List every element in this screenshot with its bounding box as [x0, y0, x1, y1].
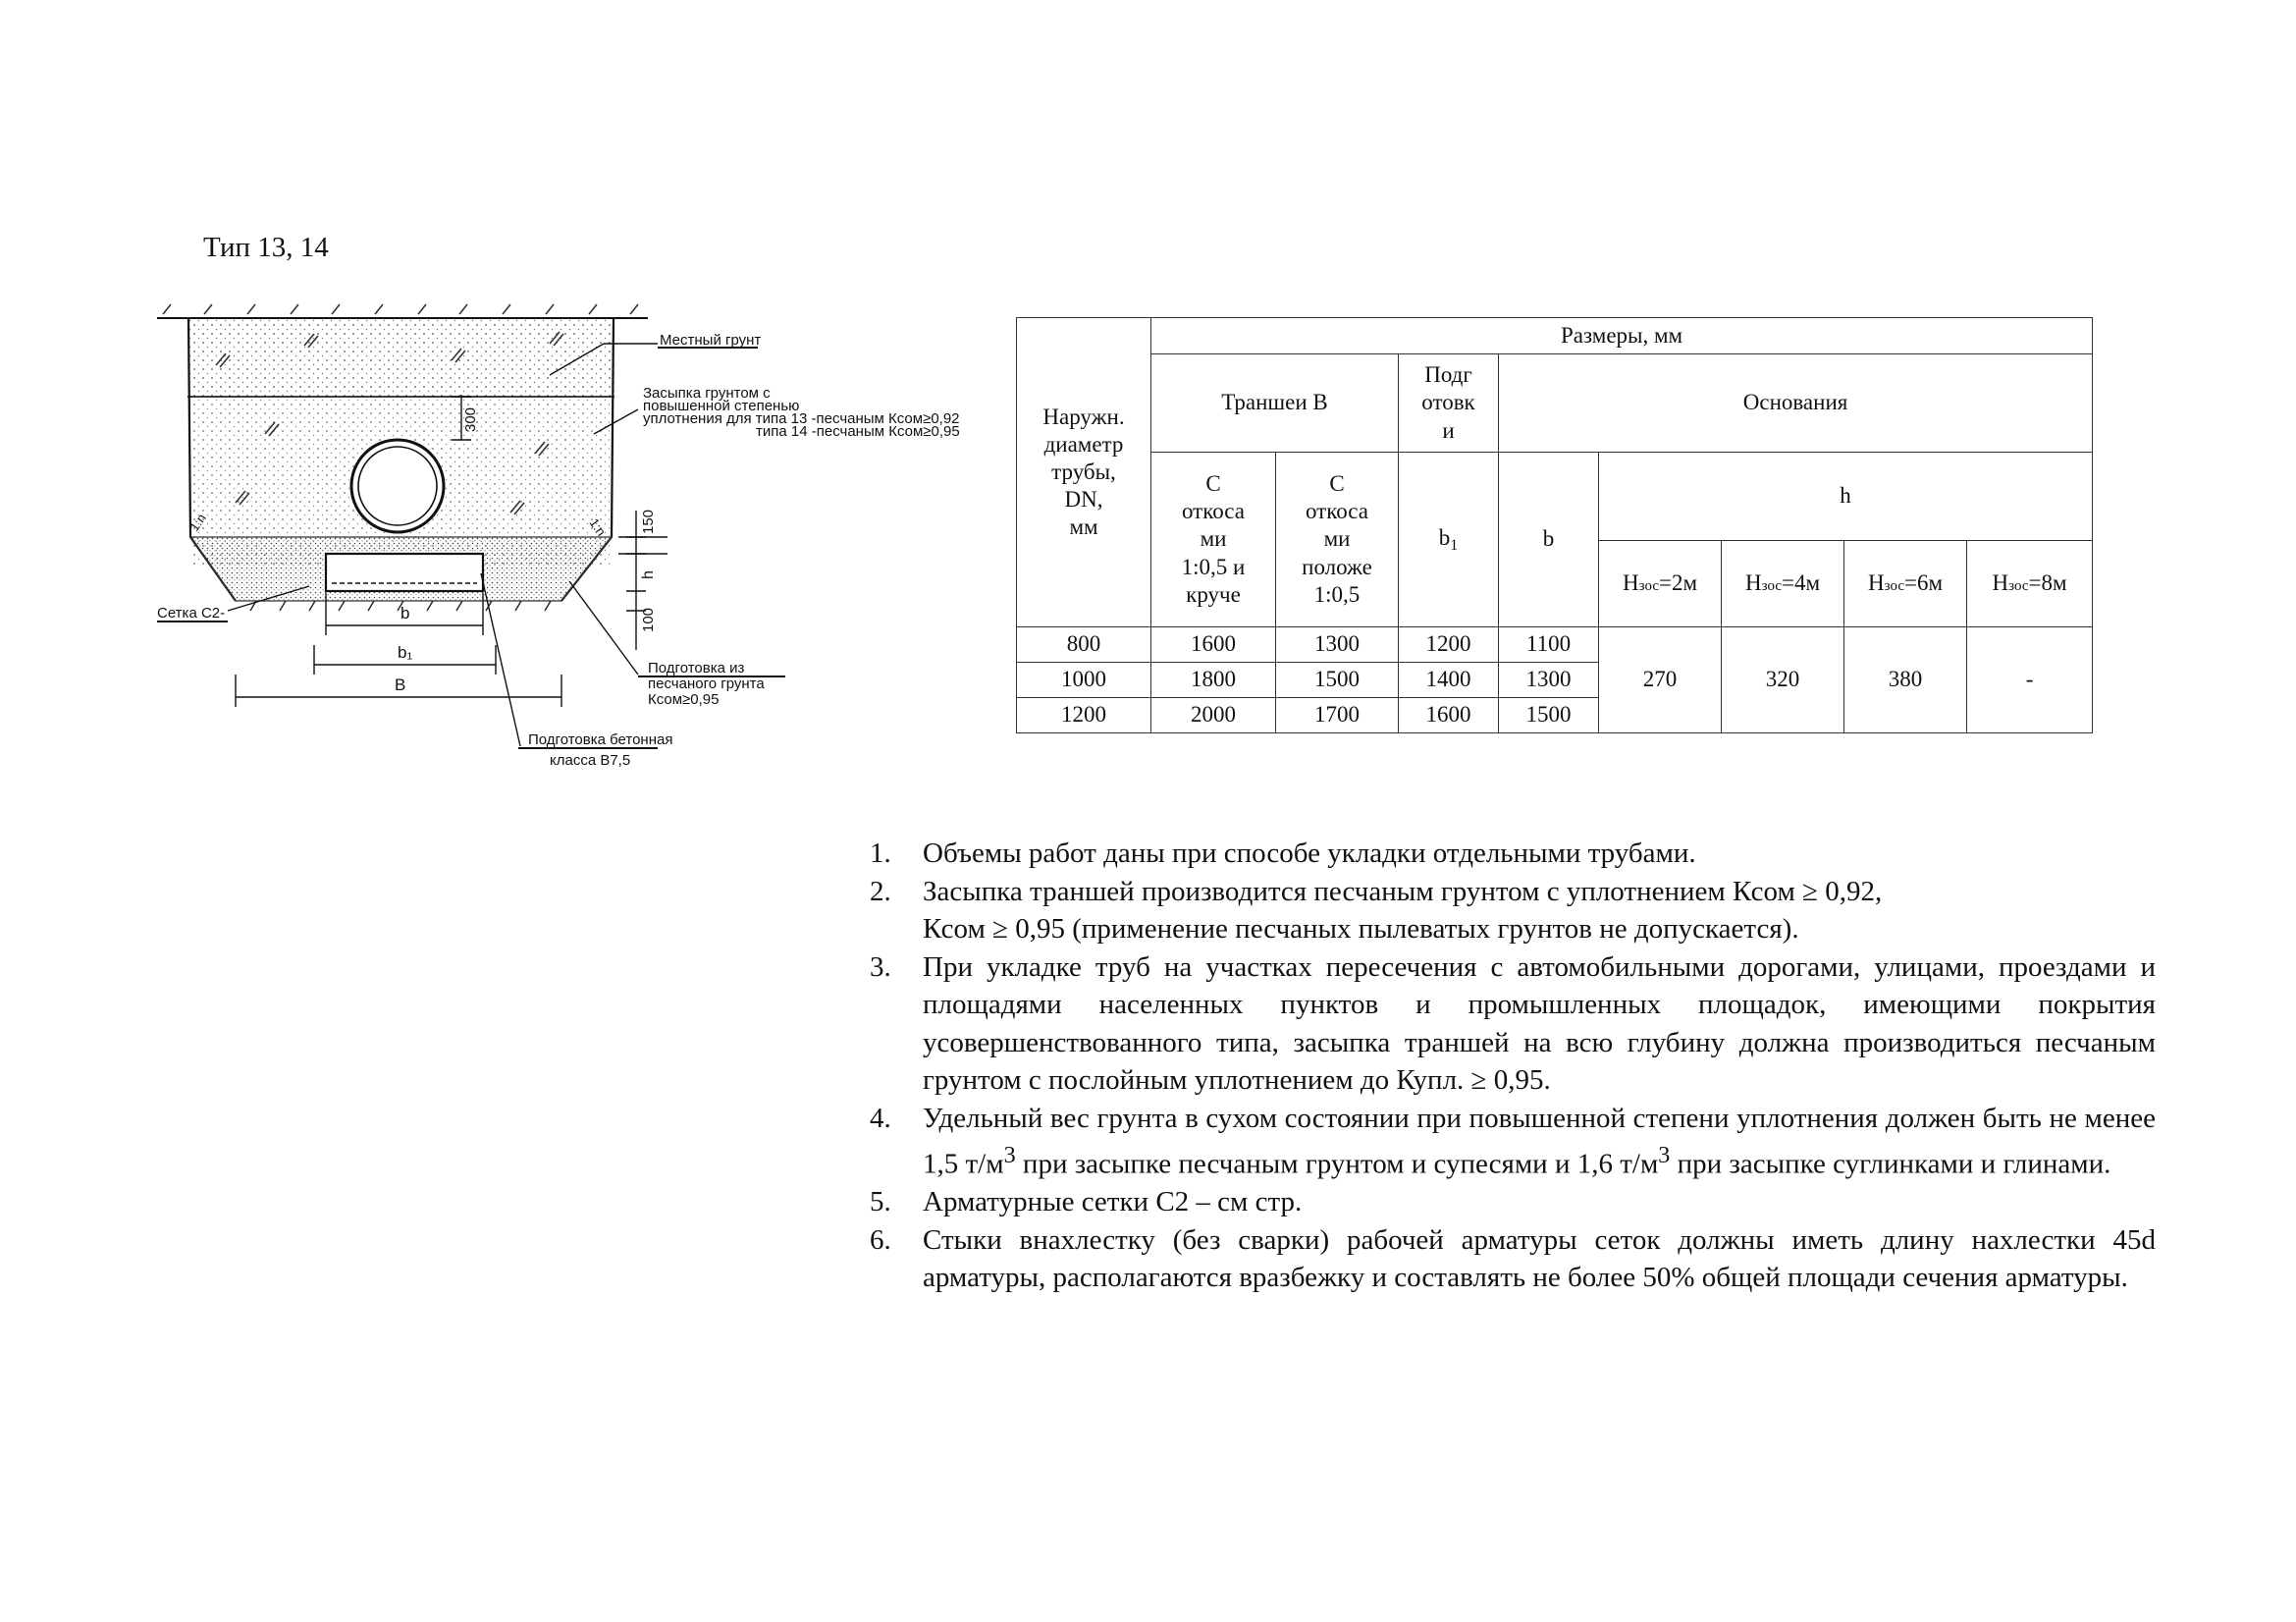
cell-dn: 800 [1017, 627, 1151, 663]
header-outer-diameter: Наружн. диаметр трубы, DN, мм [1017, 318, 1151, 627]
dim-100-label: 100 [640, 607, 657, 632]
label-prep-sand-3: Ксом≥0,95 [648, 691, 720, 708]
header-slope-gentle: С откоса ми положе 1:0,5 [1276, 453, 1399, 627]
pipe-outer [351, 440, 444, 532]
slope-right-label: 1:n [586, 515, 610, 539]
cell-b1: 1600 [1399, 698, 1499, 733]
list-item [864, 835, 2156, 873]
list-item [864, 1221, 2156, 1297]
label-backfill-1: Засыпка грунтом с [643, 385, 771, 402]
note-number: 3. [870, 950, 891, 983]
note-number: 1. [870, 838, 891, 869]
page-title: Тип 13, 14 [203, 232, 329, 263]
note-text: Засыпка траншей производится песчаным грунтом с уплотнением Ксом ≥ 0,92, [923, 875, 1883, 907]
label-local-soil: Местный грунт [660, 332, 762, 349]
notes-list [864, 835, 2156, 1297]
cell-trench-steep: 1600 [1151, 627, 1276, 663]
label-backfill-4: типа 14 -песчаным Ксом≥0,95 [756, 423, 960, 440]
note-text: Стыки внахлестку (без сварки) рабочей арматуры сеток должны иметь длину нахлестки 45d арматуры, располагаются вразбежку и составлять не более 50% общей площади сечения арматуры. [923, 1223, 2156, 1294]
list-item [864, 873, 2156, 948]
cell-b: 1500 [1499, 698, 1599, 733]
cell-trench-gentle: 1500 [1276, 663, 1399, 698]
list-item [864, 948, 2156, 1100]
list-item [864, 1100, 2156, 1184]
header-h: h [1599, 453, 2093, 541]
header-b1: $b_1$ [1399, 453, 1499, 627]
header-slope-steep: С откоса ми 1:0,5 и круче [1151, 453, 1276, 627]
concrete-bed [326, 554, 483, 591]
cell-h-4m: 320 [1722, 627, 1844, 733]
note-text: Удельный вес грунта в сухом состоянии при повышенной степени уплотнения должен быть не менее 1,5 $т/м^3$ при засыпке песчаным грунтом и супесями и 1,6 $т/м^3$ при засыпке суглинками и глинами. [923, 1102, 2156, 1180]
label-backfill-2: повышенной степенью [643, 398, 800, 414]
header-trench: Траншеи В [1151, 354, 1399, 453]
header-base: Основания [1499, 354, 2093, 453]
surface-hatching [163, 304, 638, 314]
local-soil-layer [187, 318, 614, 397]
header-depth-6m: Нзос=6м [1844, 541, 1967, 627]
dimensions-table [1016, 317, 2093, 733]
label-prep-sand-2: песчаного грунта [648, 676, 765, 692]
cell-b1: 1200 [1399, 627, 1499, 663]
label-backfill-3: уплотнения для типа 13 -песчаным Ксом≥0,92 [643, 410, 960, 427]
cell-h-2m: 270 [1599, 627, 1722, 733]
cell-b: 1100 [1499, 627, 1599, 663]
list-item [864, 1183, 2156, 1221]
cell-b1: 1400 [1399, 663, 1499, 698]
header-prep: Подг отовк и [1399, 354, 1499, 453]
cell-b: 1300 [1499, 663, 1599, 698]
header-depth-8m: Нзос=8м [1967, 541, 2093, 627]
note-text: Арматурные сетки С2 – см стр. [923, 1186, 1303, 1218]
dim-b1-label: b₁ [398, 643, 413, 662]
header-depth-4m: Нзос=4м [1722, 541, 1844, 627]
cell-dn: 1000 [1017, 663, 1151, 698]
dim-h-label: h [640, 570, 657, 579]
dim-300-label: 300 [462, 406, 479, 432]
cell-trench-gentle: 1700 [1276, 698, 1399, 733]
note-number: 2. [870, 875, 891, 907]
dim-B-label: B [395, 676, 406, 694]
cell-trench-steep: 1800 [1151, 663, 1276, 698]
note-number: 6. [870, 1223, 891, 1256]
table-row [1017, 627, 2093, 663]
cell-dn: 1200 [1017, 698, 1151, 733]
header-depth-2m: Нзос=2м [1599, 541, 1722, 627]
cell-h-6m: 380 [1844, 627, 1967, 733]
note-text-continued: Ксом ≥ 0,95 (применение песчаных пылеватых грунтов не допускается). [923, 913, 1799, 945]
header-sizes: Размеры, мм [1151, 318, 2093, 354]
note-text: Объемы работ даны при способе укладки отдельными трубами. [923, 838, 1696, 869]
note-number: 5. [870, 1186, 891, 1218]
header-b: b [1499, 453, 1599, 627]
label-prep-concrete-2: класса В7,5 [550, 752, 631, 769]
label-mesh: Сетка С2- [157, 605, 226, 622]
note-text: При укладке труб на участках пересечения с автомобильными дорогами, улицами, проездами и площадями населенных пунктов и промышленных площадок, имеющими покрытия усовершенствованного типа, засыпка траншей на всю глубину должна производиться песчаным грунтом с послойным уплотнением до Купл. ≥ 0,95. [923, 950, 2156, 1096]
note-number: 4. [870, 1102, 891, 1134]
slope-left-label: 1:n [187, 511, 209, 534]
cell-trench-steep: 2000 [1151, 698, 1276, 733]
dim-150-label: 150 [640, 509, 657, 534]
label-prep-sand-1: Подготовка из [648, 660, 745, 676]
cell-h-8m: - [1967, 627, 2093, 733]
cell-trench-gentle: 1300 [1276, 627, 1399, 663]
label-prep-concrete-1: Подготовка бетонная [528, 731, 673, 748]
dim-b-label: b [400, 604, 410, 622]
trench-section-drawing [157, 287, 991, 773]
